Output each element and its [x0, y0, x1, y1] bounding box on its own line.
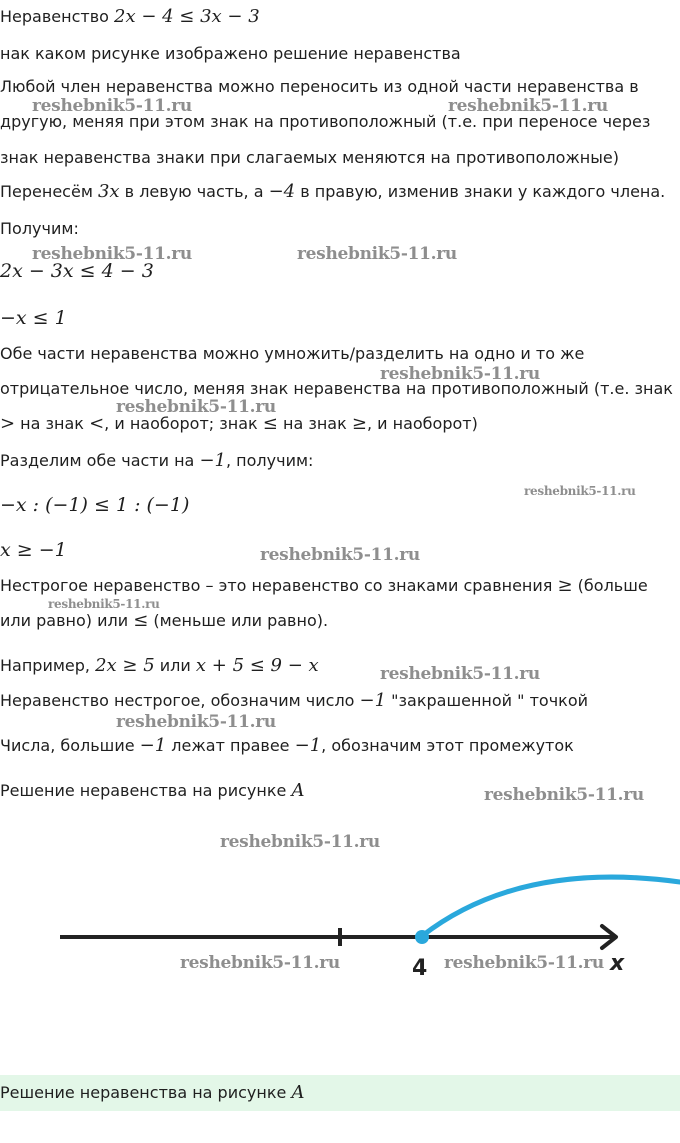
solution-math: A — [291, 780, 305, 801]
divide-text-a: Разделим обе части на — [0, 451, 200, 470]
rule-text-d: , и наоборот) — [366, 414, 478, 433]
title-text: Неравенство — [0, 7, 114, 26]
interval-math-2: −1 — [294, 735, 322, 756]
explanation-line-3: знак неравенства знаки при слагаемых меняются на противоположные) — [0, 148, 619, 167]
interval-math-1: −1 — [139, 735, 167, 756]
watermark: reshebnik5-11.ru — [48, 597, 160, 611]
transfer-text-a: Перенесём — [0, 182, 98, 201]
watermark: reshebnik5-11.ru — [524, 484, 636, 498]
point-note-math: −1 — [359, 690, 387, 711]
rule-text-c: на знак — [277, 414, 352, 433]
answer-line — [0, 1082, 304, 1104]
transfer-math-2: −4 — [268, 181, 296, 202]
interval-text-b: лежат правее — [166, 736, 295, 755]
watermark: reshebnik5-11.ru — [32, 244, 192, 264]
answer-box — [0, 1075, 680, 1111]
transfer-text-c: в правую, изменив знаки у каждого члена. — [295, 182, 666, 201]
point-note-text-b: "закрашенной " точкой — [386, 691, 589, 710]
watermark: reshebnik5-11.ru — [220, 832, 380, 852]
example-math-1: 2x ≥ 5 — [95, 655, 155, 676]
transfer-text-b: в левую часть, а — [119, 182, 269, 201]
definition2-math: ≤ — [133, 610, 149, 631]
solution-arc — [422, 877, 680, 936]
answer-text: Решение неравенства на рисунке — [0, 1083, 292, 1102]
example-text-a: Например, — [0, 656, 96, 675]
transfer-step-line — [0, 181, 665, 203]
watermark: reshebnik5-11.ru — [297, 244, 457, 264]
solution-line — [0, 780, 304, 802]
equation-step-4: x ≥ −1 — [0, 539, 67, 561]
example-text-b: или — [154, 656, 196, 675]
result-label: Получим: — [0, 219, 79, 238]
title-inequality: 2x − 4 ≤ 3x − 3 — [114, 6, 260, 27]
watermark: reshebnik5-11.ru — [116, 397, 276, 417]
definition-line-1 — [0, 575, 648, 597]
watermark: reshebnik5-11.ru — [32, 96, 192, 116]
explanation-line-1: Любой член неравенства можно переносить из одной части неравенства в — [0, 77, 639, 96]
watermark: reshebnik5-11.ru — [180, 953, 340, 973]
rule-math-lt: < — [89, 413, 105, 434]
interval-text-c: , обозначим этот промежуток — [321, 736, 574, 755]
watermark: reshebnik5-11.ru — [444, 953, 604, 973]
task-question: нак каком рисунке изображено решение неравенства — [0, 44, 461, 63]
definition2-text-a: или равно) или — [0, 611, 134, 630]
rule-math-le: ≤ — [262, 413, 278, 434]
transfer-math-1: 3x — [97, 181, 120, 202]
rule-math-gt: > — [0, 413, 16, 434]
watermark: reshebnik5-11.ru — [380, 664, 540, 684]
rule-text-b: , и наоборот; знак — [104, 414, 263, 433]
definition-math: ≥ — [557, 575, 573, 596]
rule-line-2: отрицательное число, меняя знак неравенства на противоположный (т.е. знак — [0, 379, 673, 398]
rule-line-1: Обе части неравенства можно умножить/разделить на одно и то же — [0, 344, 585, 363]
example-math-2: x + 5 ≤ 9 − x — [195, 655, 319, 676]
definition-text-a: Нестрогое неравенство – это неравенство со знаками сравнения — [0, 576, 558, 595]
filled-point — [415, 930, 429, 944]
divide-step-line — [0, 450, 313, 472]
title-line — [0, 6, 260, 28]
definition2-text-b: (меньше или равно). — [148, 611, 329, 630]
equation-step-2: −x ≤ 1 — [0, 307, 67, 329]
divide-text-b: , получим: — [226, 451, 314, 470]
watermark: reshebnik5-11.ru — [484, 785, 644, 805]
answer-math: A — [291, 1082, 305, 1103]
watermark: reshebnik5-11.ru — [116, 712, 276, 732]
point-note-line — [0, 690, 588, 712]
solution-text: Решение неравенства на рисунке — [0, 781, 292, 800]
point-label: 4 — [412, 956, 428, 981]
definition-text-b: (больше — [572, 576, 648, 595]
equation-step-3: −x : (−1) ≤ 1 : (−1) — [0, 494, 190, 516]
divide-math: −1 — [199, 450, 226, 471]
definition-line-2 — [0, 610, 328, 632]
equation-step-1: 2x − 3x ≤ 4 − 3 — [0, 260, 154, 282]
axis-label: x — [610, 951, 625, 976]
watermark: reshebnik5-11.ru — [260, 545, 420, 565]
explanation-line-2: другую, меняя при этом знак на противоположный (т.е. при переносе через — [0, 112, 651, 131]
watermark: reshebnik5-11.ru — [448, 96, 608, 116]
interval-text-a: Числа, большие — [0, 736, 140, 755]
example-line — [0, 655, 319, 677]
interval-note-line — [0, 735, 574, 757]
rule-math-ge: ≥ — [351, 413, 367, 434]
point-note-text-a: Неравенство нестрогое, обозначим число — [0, 691, 360, 710]
rule-text-a: на знак — [15, 414, 90, 433]
watermark: reshebnik5-11.ru — [380, 364, 540, 384]
